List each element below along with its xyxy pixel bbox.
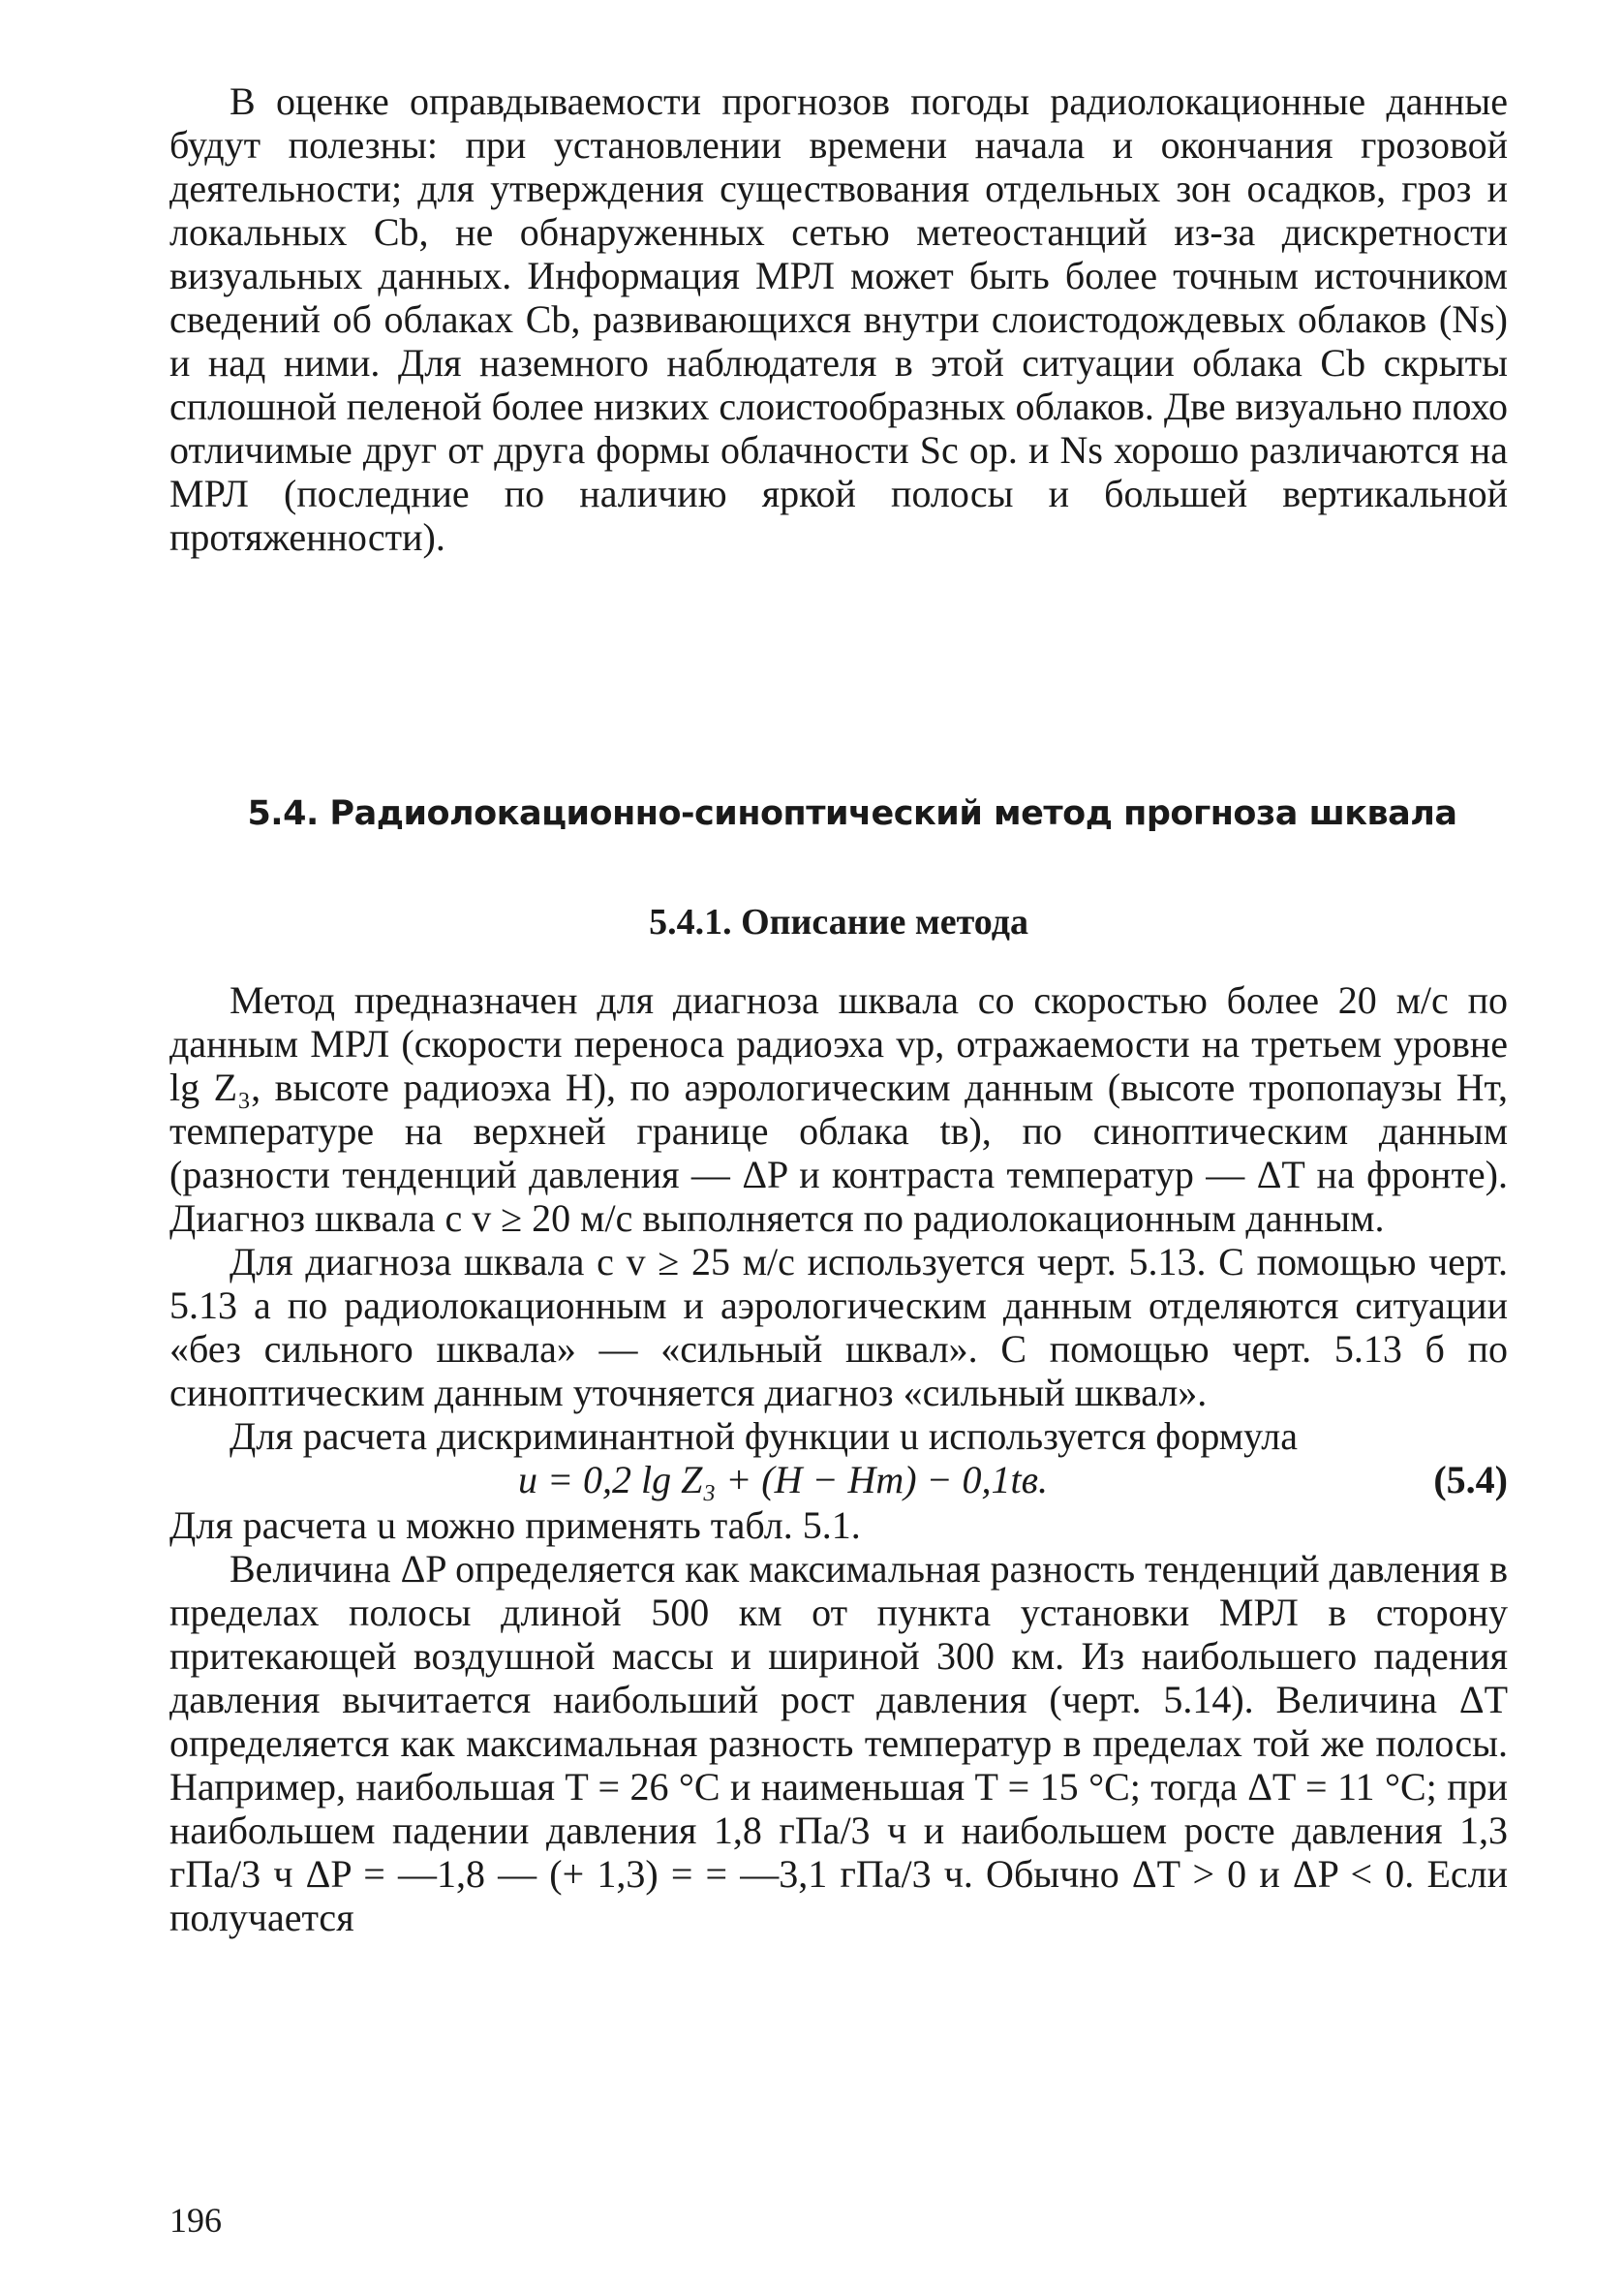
- method-paragraph-2: Для диагноза шквала с v ≥ 25 м/с используется черт. 5.13. С помощью черт. 5.13 а по радиолокационным и аэрологическим данным отделяются ситуации «без сильного шквала» — «сильный шквал». С помощью черт. 5.13 б по синоптическим данным уточняется диагноз «сильный шквал».: [169, 1240, 1508, 1414]
- subsection-heading: 5.4.1. Описание метода: [649, 902, 1028, 943]
- section-heading: 5.4. Радиолокационно-синоптический метод прогноза шквала: [247, 794, 1457, 833]
- method-paragraph-5: Величина ΔP определяется как максимальная разность тенденций давления в пределах полосы длиной 500 км от пункта установки МРЛ в сторону притекающей воздушной массы и шириной 300 км. Из наибольшего падения давления вычитается наибольший рост давления (черт. 5.14). Величина ΔT определяется как максимальная разность температур в пределах той же полосы. Например, наибольшая T = 26 °C и наименьшая T = 15 °C; тогда ΔT = 11 °C; при наибольшем падении давления 1,8 гПа/3 ч и наибольшем росте давления 1,3 гПа/3 ч ΔP = —1,8 — (+ 1,3) = = —3,1 гПа/3 ч. Обычно ΔT > 0 и ΔP < 0. Если получается: [169, 1547, 1508, 1939]
- method-paragraph-1: Метод предназначен для диагноза шквала со скоростью более 20 м/с по данным МРЛ (скорости переноса радиоэха vр, отражаемости на третьем уровне lg Z₃, высоте радиоэха H), по аэрологическим данным (высоте тропопаузы Hт, температуре на верхней границе облака tв), по синоптическим данным (разности тенденций давления — ΔP и контраста температур — ΔT на фронте). Диагноз шквала с v ≥ 20 м/с выполняется по радиолокационным данным.: [169, 978, 1508, 1240]
- intro-paragraph: В оценке оправдываемости прогнозов погоды радиолокационные данные будут полезны: при установлении времени начала и окончания грозовой деятельности; для утверждения существования отдельных зон осадков, гроз и локальных Cb, не обнаруженных сетью метеостанций из-за дискретности визуальных данных. Информация МРЛ может быть более точным источником сведений об облаках Cb, развивающихся внутри слоистодождевых облаков (Ns) и над ними. Для наземного наблюдателя в этой ситуации облака Cb скрыты сплошной пеленой более низких слоистообразных облаков. Две визуально плохо отличимые друг от друга формы облачности Sc op. и Ns хорошо различаются на МРЛ (последние по наличию яркой полосы и большей вертикальной протяженности).: [169, 79, 1508, 559]
- method-paragraph-4: Для расчета u можно применять табл. 5.1.: [169, 1503, 861, 1547]
- page-number: 196: [169, 2201, 222, 2240]
- method-paragraph-3: Для расчета дискриминантной функции u используется формула: [230, 1414, 1298, 1458]
- method-text-block: [169, 978, 1508, 1939]
- intro-text-block: [169, 79, 1508, 559]
- formula: u = 0,2 lg Z₃ + (H − Hт) − 0,1tв.: [518, 1458, 1049, 1501]
- formula-row: [169, 1458, 1508, 1503]
- formula-number: (5.4): [1433, 1458, 1508, 1501]
